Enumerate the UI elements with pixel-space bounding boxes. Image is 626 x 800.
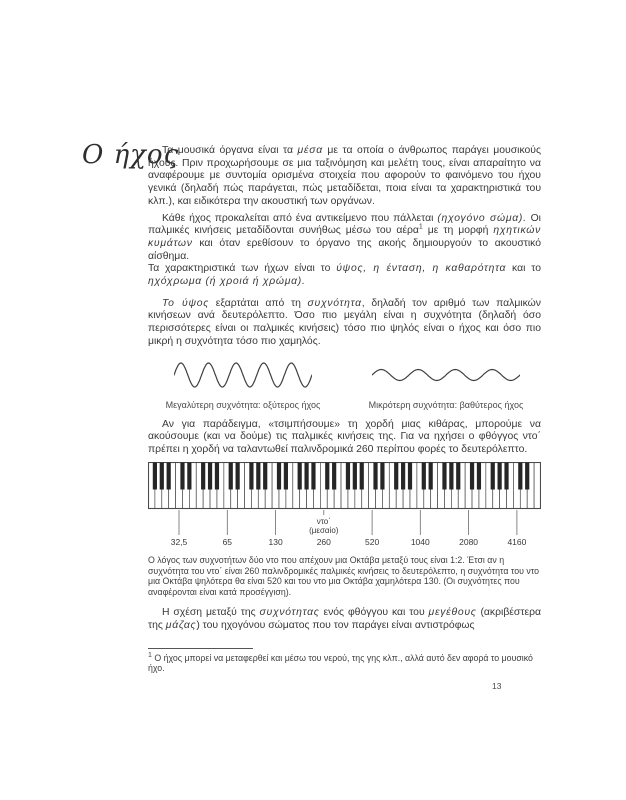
high-frequency-wave-illustration xyxy=(174,359,312,391)
svg-text:4160: 4160 xyxy=(507,536,527,547)
footnote-divider xyxy=(148,648,253,649)
paragraph-pitch-frequency: Το ύψος εξαρτάται από τη συχνότητα, δηλαδή τον αριθμό των παλμικών κινήσεων ανά δευτερόλεπτο. Όσο πιο μεγάλη είναι η συχνότητα (δηλαδή όσο περισσότερες είναι οι παλμικές κινήσεις) τόσο πιο ψηλός είναι ο ήχος και όσο πιο μικρή η συχνότητα τόσο πιο χαμηλός. xyxy=(148,297,541,347)
svg-text:520: 520 xyxy=(365,536,380,547)
chapter-heading: Ο ήχος xyxy=(82,140,180,170)
low-frequency-wave-illustration xyxy=(372,359,520,391)
svg-text:1040: 1040 xyxy=(410,536,430,547)
wave-low-figure xyxy=(355,359,537,410)
wave-low-caption: Μικρότερη συχνότητα: βαθύτερος ήχος xyxy=(368,399,524,410)
page-number: 13 xyxy=(492,681,502,691)
wave-high-caption: Μεγαλύτερη συχνότητα: οξύτερος ήχος xyxy=(165,399,321,410)
paragraph-guitar-example: Αν για παράδειγμα, «τσιμπήσουμε» τη χορδή μιας κιθάρας, μπορούμε να ακούσουμε (και να δούμε) τις παλμικές κινήσεις της. Για να ηχήσει ο φθόγγος ντο΄ πρέπει η χορδή να ταλαντωθεί παλινδρομικά 260 περίπου φορές το δευτερόλεπτο. xyxy=(148,418,541,455)
svg-text:(μεσαίο): (μεσαίο) xyxy=(309,525,339,535)
svg-text:260: 260 xyxy=(316,536,331,547)
wave-figures xyxy=(152,359,537,410)
paragraph-characteristics: Τα χαρακτηριστικά των ήχων είναι το ύψος, η ένταση, η καθαρότητα και το ηχόχρωμα (ή χροιά ή χρώμα). xyxy=(148,263,542,288)
paragraph-frequency-mass: Η σχέση μεταξύ της συχνότητας ενός φθόγγου και του μεγέθους (ακριβέστερα της μάζας) του ηχογόνου σώματος που τον παράγει είναι αντιστρόφως xyxy=(148,607,541,631)
paragraph-sound-source: Κάθε ήχος προκαλείται από ένα αντικείμενο που πάλλεται (ηχογόνο σώμα). Οι παλμικές κινήσεις μεταδίδονται συνήθως μέσω του αέρα$^1$ με τη μορφή ηχητικών κυμάτων και όταν ερεθίσουν το όργανο της ακοής δημιουργούν το ακουστικό αίσθημα. xyxy=(148,212,541,262)
paragraph-intro: Τα μουσικά όργανα είναι τα μέσα με τα οποία ο άνθρωπος παράγει μουσικούς ήχους. Πριν προχωρήσουμε σε μια ταξινόμηση και μελέτη τους, είναι απαραίτητο να αναφέρουμε με συντομία ορισμένα στοιχεία που αφορούν το φαινόμενο του ήχου γενικά (δηλαδή πώς παράγεται, πώς μεταδίδεται, ποια είναι τα χαρακτηριστικά του κλπ.), και ειδικότερα την ακουστική των οργάνων. xyxy=(148,145,541,207)
piano-keyboard xyxy=(148,462,541,548)
svg-text:2080: 2080 xyxy=(459,536,479,547)
keyboard-figure xyxy=(148,462,541,599)
svg-text:130: 130 xyxy=(268,536,283,547)
footnote-block xyxy=(148,648,541,674)
svg-text:ντο΄: ντο΄ xyxy=(316,516,331,526)
footnote-text: $^1$ Ο ήχος μπορεί να μεταφερθεί και μέσω του νερού, της γης κλπ., αλλά αυτό δεν αφορά το μουσικό ήχο. xyxy=(148,651,533,674)
svg-text:65: 65 xyxy=(222,536,233,547)
text-column xyxy=(148,145,541,674)
wave-high-figure xyxy=(152,359,334,410)
svg-text:32,5: 32,5 xyxy=(170,536,188,547)
keyboard-caption: Ο λόγος των συχνοτήτων δύο ντο που απέχουν μια Οκτάβα μεταξύ τους είναι 1:2. Έτσι αν η συχνότητα του ντο΄ είναι 260 παλινδρομικές παλμικές κινήσεις το δευτερόλεπτο, η συχνότητα του ντο μια Οκτάβα ψηλότερα θα είναι 520 και του ντο μια Οκτάβα χαμηλότερα 130. (Οι συχνότητες που αναφέρονται είναι κατά προσέγγιση). xyxy=(148,554,540,598)
